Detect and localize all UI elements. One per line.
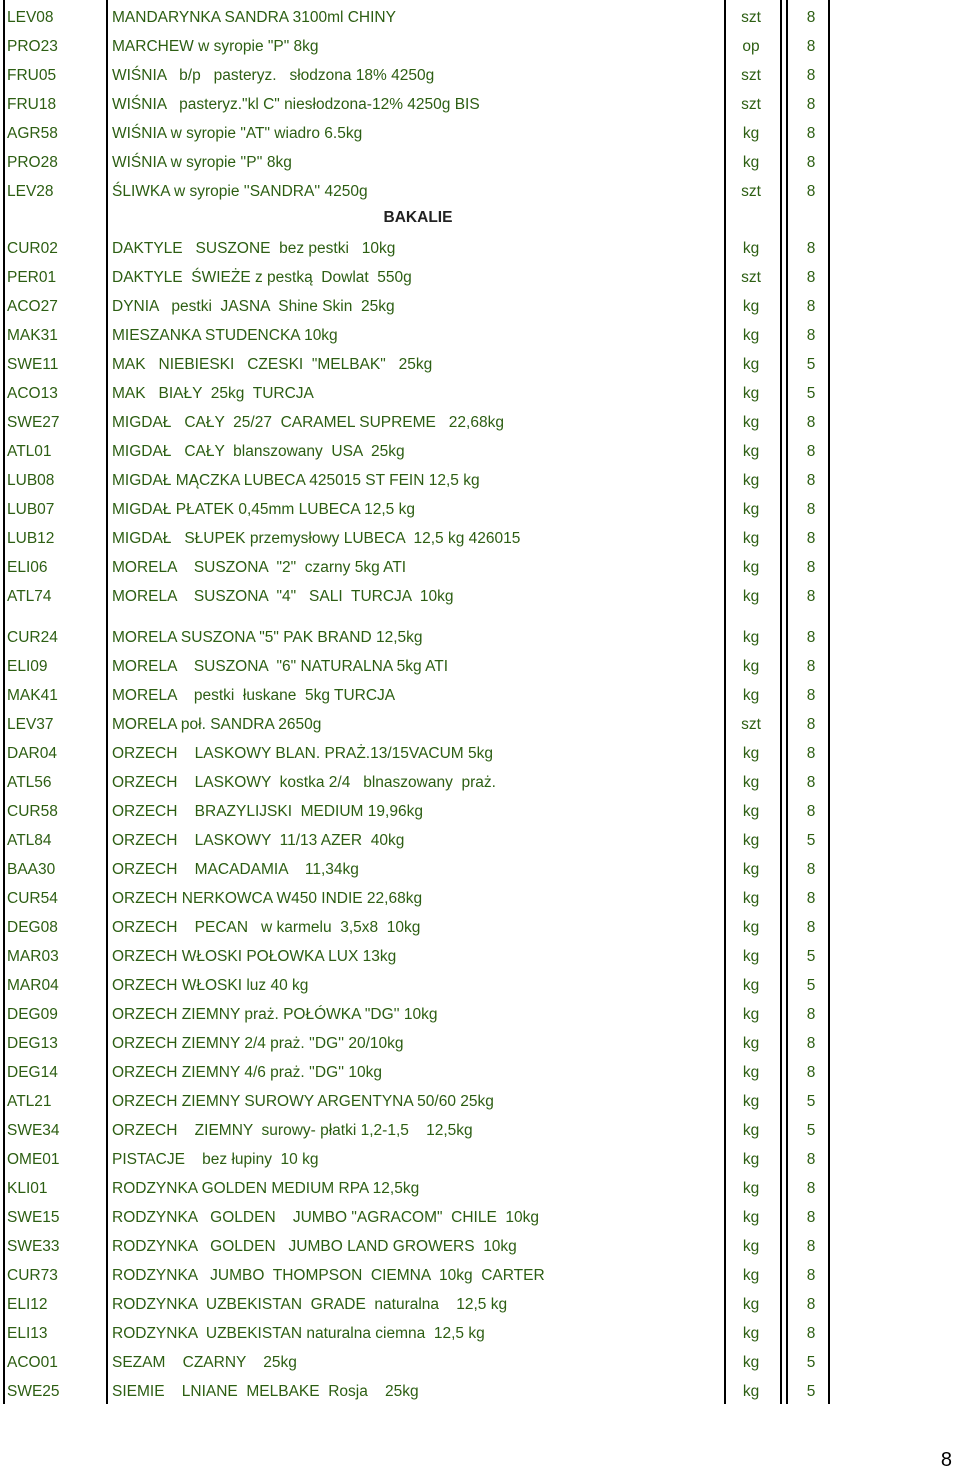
item-qty: 8 <box>806 658 816 675</box>
item-qty: 8 <box>806 414 816 431</box>
item-name: MIESZANKA STUDENCKA 10kg <box>112 327 338 344</box>
table-row <box>0 884 960 913</box>
item-unit: kg <box>742 125 760 142</box>
table-row <box>0 1000 960 1029</box>
item-code: CUR54 <box>7 890 58 907</box>
item-code: BAA30 <box>7 861 56 878</box>
table-row <box>0 90 960 119</box>
item-qty: 8 <box>806 327 816 344</box>
table-row <box>0 1377 960 1406</box>
item-name: WIŚNIA pasteryz."kl C" niesłodzona-12% 4250g BIS <box>112 96 480 113</box>
item-unit: kg <box>742 472 760 489</box>
item-qty: 8 <box>806 919 816 936</box>
item-qty: 5 <box>806 1122 816 1139</box>
table-row <box>0 971 960 1000</box>
table-row <box>0 797 960 826</box>
item-code: LUB12 <box>7 530 55 547</box>
item-qty: 8 <box>806 472 816 489</box>
item-qty: 5 <box>806 832 816 849</box>
item-qty: 5 <box>806 948 816 965</box>
item-name: ORZECH LASKOWY 11/13 AZER 40kg <box>112 832 405 849</box>
item-qty: 8 <box>806 443 816 460</box>
item-unit: kg <box>742 1064 760 1081</box>
item-name: MORELA poł. SANDRA 2650g <box>112 716 322 733</box>
item-name: ORZECH WŁOSKI POŁOWKA LUX 13kg <box>112 948 397 965</box>
item-unit: kg <box>742 1238 760 1255</box>
page-number: 8 <box>940 1449 952 1471</box>
item-code: ELI06 <box>7 559 48 576</box>
item-code: CUR73 <box>7 1267 58 1284</box>
table-row <box>0 119 960 148</box>
item-name: RODZYNKA UZBEKISTAN naturalna ciemna 12,5 kg <box>112 1325 485 1342</box>
item-unit: szt <box>741 96 761 113</box>
item-name: RODZYNKA GOLDEN JUMBO LAND GROWERS 10kg <box>112 1238 517 1255</box>
item-code: LUB08 <box>7 472 55 489</box>
item-name: ORZECH BRAZYLIJSKI MEDIUM 19,96kg <box>112 803 423 820</box>
item-qty: 5 <box>806 385 816 402</box>
item-qty: 8 <box>806 125 816 142</box>
item-unit: kg <box>742 977 760 994</box>
item-unit: kg <box>742 414 760 431</box>
item-code: KLI01 <box>7 1180 48 1197</box>
item-name: MIGDAŁ CAŁY blanszowany USA 25kg <box>112 443 405 460</box>
item-code: ATL21 <box>7 1093 52 1110</box>
item-name: RODZYNKA JUMBO THOMPSON CIEMNA 10kg CARTER <box>112 1267 545 1284</box>
table-row <box>0 61 960 90</box>
item-unit: kg <box>742 559 760 576</box>
item-qty: 8 <box>806 183 816 200</box>
item-name: PISTACJE bez łupiny 10 kg <box>112 1151 319 1168</box>
item-unit: kg <box>742 1151 760 1168</box>
item-qty: 8 <box>806 745 816 762</box>
table-row <box>0 408 960 437</box>
item-qty: 8 <box>806 559 816 576</box>
table-row <box>0 623 960 652</box>
item-name: ORZECH ZIEMNY surowy- płatki 1,2-1,5 12,5kg <box>112 1122 473 1139</box>
table-row <box>0 350 960 379</box>
table-row <box>0 379 960 408</box>
item-code: CUR58 <box>7 803 58 820</box>
item-unit: kg <box>742 443 760 460</box>
item-qty: 5 <box>806 1354 816 1371</box>
item-name: SIEMIE LNIANE MELBAKE Rosja 25kg <box>112 1383 419 1400</box>
item-unit: kg <box>742 356 760 373</box>
table-row <box>0 3 960 32</box>
item-unit: szt <box>741 269 761 286</box>
item-qty: 8 <box>806 1180 816 1197</box>
item-code: OME01 <box>7 1151 60 1168</box>
item-qty: 8 <box>806 96 816 113</box>
item-name: ORZECH NERKOWCA W450 INDIE 22,68kg <box>112 890 423 907</box>
table-row <box>0 177 960 206</box>
item-unit: op <box>742 38 760 55</box>
item-code: DEG14 <box>7 1064 58 1081</box>
item-unit: kg <box>742 629 760 646</box>
table-row <box>0 466 960 495</box>
item-code: LEV28 <box>7 183 54 200</box>
table-row <box>0 263 960 292</box>
item-name: MIGDAŁ MĄCZKA LUBECA 425015 ST FEIN 12,5 kg <box>112 472 480 489</box>
item-name: DAKTYLE ŚWIEŻE z pestką Dowlat 550g <box>112 269 412 286</box>
item-unit: kg <box>742 1325 760 1342</box>
table-row <box>0 234 960 263</box>
table-row <box>0 148 960 177</box>
item-name: MARCHEW w syropie "P" 8kg <box>112 38 319 55</box>
item-qty: 8 <box>806 501 816 518</box>
item-name: ORZECH MACADAMIA 11,34kg <box>112 861 359 878</box>
item-code: FRU05 <box>7 67 57 84</box>
item-code: ACO27 <box>7 298 58 315</box>
item-qty: 8 <box>806 154 816 171</box>
item-qty: 8 <box>806 716 816 733</box>
item-unit: kg <box>742 1383 760 1400</box>
table-row <box>0 1058 960 1087</box>
item-unit: szt <box>741 67 761 84</box>
table-row <box>0 1319 960 1348</box>
item-code: ATL56 <box>7 774 52 791</box>
item-unit: kg <box>742 1267 760 1284</box>
item-qty: 8 <box>806 687 816 704</box>
item-name: WIŚNIA b/p pasteryz. słodzona 18% 4250g <box>112 67 435 84</box>
item-code: ACO13 <box>7 385 58 402</box>
item-name: MIGDAŁ CAŁY 25/27 CARAMEL SUPREME 22,68kg <box>112 414 504 431</box>
item-qty: 8 <box>806 629 816 646</box>
item-code: MAK41 <box>7 687 58 704</box>
item-unit: kg <box>742 327 760 344</box>
item-qty: 8 <box>806 269 816 286</box>
item-qty: 5 <box>806 356 816 373</box>
item-name: ORZECH ZIEMNY 4/6 praż. ''DG'' 10kg <box>112 1064 382 1081</box>
item-code: MAR03 <box>7 948 59 965</box>
item-qty: 8 <box>806 38 816 55</box>
item-code: DEG09 <box>7 1006 58 1023</box>
item-unit: kg <box>742 530 760 547</box>
table-row <box>0 1203 960 1232</box>
item-code: PRO23 <box>7 38 58 55</box>
item-qty: 5 <box>806 1093 816 1110</box>
item-qty: 5 <box>806 1383 816 1400</box>
item-name: ORZECH LASKOWY kostka 2/4 blnaszowany praż. <box>112 774 496 791</box>
item-code: SWE33 <box>7 1238 60 1255</box>
item-unit: kg <box>742 501 760 518</box>
item-qty: 8 <box>806 803 816 820</box>
item-code: MAK31 <box>7 327 58 344</box>
item-name: MAK NIEBIESKI CZESKI "MELBAK" 25kg <box>112 356 433 373</box>
item-name: ORZECH PECAN w karmelu 3,5x8 10kg <box>112 919 421 936</box>
item-qty: 8 <box>806 774 816 791</box>
item-qty: 8 <box>806 588 816 605</box>
item-name: MAK BIAŁY 25kg TURCJA <box>112 385 314 402</box>
table-row <box>0 292 960 321</box>
item-name: RODZYNKA UZBEKISTAN GRADE naturalna 12,5 kg <box>112 1296 508 1313</box>
table-row <box>0 942 960 971</box>
table-row <box>0 1029 960 1058</box>
item-unit: kg <box>742 803 760 820</box>
table-row <box>0 768 960 797</box>
item-qty: 8 <box>806 1035 816 1052</box>
item-code: ATL01 <box>7 443 52 460</box>
table-row <box>0 652 960 681</box>
table-row <box>0 1290 960 1319</box>
table-row <box>0 321 960 350</box>
item-code: ELI12 <box>7 1296 48 1313</box>
item-code: LEV08 <box>7 9 54 26</box>
item-unit: kg <box>742 1180 760 1197</box>
item-qty: 8 <box>806 67 816 84</box>
table-row <box>0 1348 960 1377</box>
item-name: MORELA SUSZONA "4" SALI TURCJA 10kg <box>112 588 454 605</box>
item-unit: kg <box>742 154 760 171</box>
item-code: MAR04 <box>7 977 59 994</box>
table-row <box>0 553 960 582</box>
table-row <box>0 739 960 768</box>
table-row <box>0 524 960 553</box>
item-name: SEZAM CZARNY 25kg <box>112 1354 297 1371</box>
item-name: MORELA SUSZONA "2" czarny 5kg ATI <box>112 559 407 576</box>
item-unit: kg <box>742 1209 760 1226</box>
item-code: SWE11 <box>7 356 59 373</box>
item-code: PER01 <box>7 269 57 286</box>
item-unit: szt <box>741 183 761 200</box>
item-name: MIGDAŁ SŁUPEK przemysłowy LUBECA 12,5 kg 426015 <box>112 530 521 547</box>
item-unit: kg <box>742 385 760 402</box>
item-unit: kg <box>742 1296 760 1313</box>
table-row <box>0 855 960 884</box>
item-unit: kg <box>742 687 760 704</box>
item-unit: kg <box>742 1093 760 1110</box>
table-row <box>0 32 960 61</box>
table-row <box>0 495 960 524</box>
item-unit: kg <box>742 774 760 791</box>
item-unit: kg <box>742 861 760 878</box>
item-name: MORELA SUSZONA "5" PAK BRAND 12,5kg <box>112 629 423 646</box>
item-qty: 8 <box>806 1267 816 1284</box>
item-qty: 8 <box>806 1296 816 1313</box>
item-name: MORELA pestki łuskane 5kg TURCJA <box>112 687 396 704</box>
item-unit: kg <box>742 919 760 936</box>
item-qty: 8 <box>806 1238 816 1255</box>
table-row <box>0 1232 960 1261</box>
item-code: DEG08 <box>7 919 58 936</box>
table-row <box>0 1174 960 1203</box>
item-code: FRU18 <box>7 96 57 113</box>
item-qty: 8 <box>806 240 816 257</box>
item-name: DYNIA pestki JASNA Shine Skin 25kg <box>112 298 395 315</box>
item-code: ELI09 <box>7 658 48 675</box>
item-qty: 8 <box>806 298 816 315</box>
item-qty: 8 <box>806 1006 816 1023</box>
item-unit: kg <box>742 832 760 849</box>
item-qty: 8 <box>806 9 816 26</box>
table-row <box>0 437 960 466</box>
table-row <box>0 1145 960 1174</box>
item-qty: 8 <box>806 530 816 547</box>
item-name: MORELA SUSZONA "6" NATURALNA 5kg ATI <box>112 658 449 675</box>
item-code: ATL84 <box>7 832 52 849</box>
item-name: ORZECH ZIEMNY praż. POŁÓWKA "DG'' 10kg <box>112 1006 438 1023</box>
item-name: RODZYNKA GOLDEN MEDIUM RPA 12,5kg <box>112 1180 420 1197</box>
item-code: SWE15 <box>7 1209 60 1226</box>
item-unit: kg <box>742 298 760 315</box>
item-qty: 8 <box>806 1064 816 1081</box>
item-qty: 8 <box>806 890 816 907</box>
item-unit: szt <box>741 716 761 733</box>
item-unit: szt <box>741 9 761 26</box>
item-unit: kg <box>742 1122 760 1139</box>
table-row <box>0 826 960 855</box>
item-unit: kg <box>742 948 760 965</box>
item-qty: 8 <box>806 1325 816 1342</box>
item-name: ORZECH ZIEMNY 2/4 praż. ''DG'' 20/10kg <box>112 1035 404 1052</box>
item-name: WIŚNIA w syropie ''P'' 8kg <box>112 154 292 171</box>
item-name: DAKTYLE SUSZONE bez pestki 10kg <box>112 240 396 257</box>
item-code: ATL74 <box>7 588 52 605</box>
item-qty: 8 <box>806 1151 816 1168</box>
section-title: BAKALIE <box>383 209 453 226</box>
item-code: CUR02 <box>7 240 58 257</box>
item-unit: kg <box>742 745 760 762</box>
item-code: LUB07 <box>7 501 55 518</box>
item-code: DAR04 <box>7 745 57 762</box>
item-qty: 5 <box>806 977 816 994</box>
item-code: SWE25 <box>7 1383 60 1400</box>
table-row <box>0 1261 960 1290</box>
item-unit: kg <box>742 1035 760 1052</box>
item-code: LEV37 <box>7 716 54 733</box>
item-unit: kg <box>742 1354 760 1371</box>
item-code: SWE27 <box>7 414 60 431</box>
item-name: WIŚNIA w syropie "AT" wiadro 6.5kg <box>112 125 363 142</box>
item-name: ŚLIWKA w syropie ''SANDRA'' 4250g <box>112 183 368 200</box>
item-code: SWE34 <box>7 1122 60 1139</box>
item-qty: 8 <box>806 1209 816 1226</box>
item-name: ORZECH LASKOWY BLAN. PRAŻ.13/15VACUM 5kg <box>112 745 494 762</box>
table-row <box>0 710 960 739</box>
table-row <box>0 1116 960 1145</box>
table-row <box>0 582 960 611</box>
item-unit: kg <box>742 658 760 675</box>
item-name: ORZECH ZIEMNY SUROWY ARGENTYNA 50/60 25kg <box>112 1093 494 1110</box>
item-unit: kg <box>742 240 760 257</box>
table-row <box>0 681 960 710</box>
item-code: AGR58 <box>7 125 58 142</box>
item-unit: kg <box>742 588 760 605</box>
item-name: MANDARYNKA SANDRA 3100ml CHINY <box>112 9 396 26</box>
table-row <box>0 1087 960 1116</box>
item-unit: kg <box>742 890 760 907</box>
item-name: RODZYNKA GOLDEN JUMBO "AGRACOM" CHILE 10kg <box>112 1209 540 1226</box>
item-code: ACO01 <box>7 1354 58 1371</box>
item-code: CUR24 <box>7 629 58 646</box>
item-code: DEG13 <box>7 1035 58 1052</box>
item-name: MIGDAŁ PŁATEK 0,45mm LUBECA 12,5 kg <box>112 501 415 518</box>
item-code: PRO28 <box>7 154 58 171</box>
item-code: ELI13 <box>7 1325 48 1342</box>
item-name: ORZECH WŁOSKI luz 40 kg <box>112 977 309 994</box>
item-qty: 8 <box>806 861 816 878</box>
table-row <box>0 913 960 942</box>
item-unit: kg <box>742 1006 760 1023</box>
